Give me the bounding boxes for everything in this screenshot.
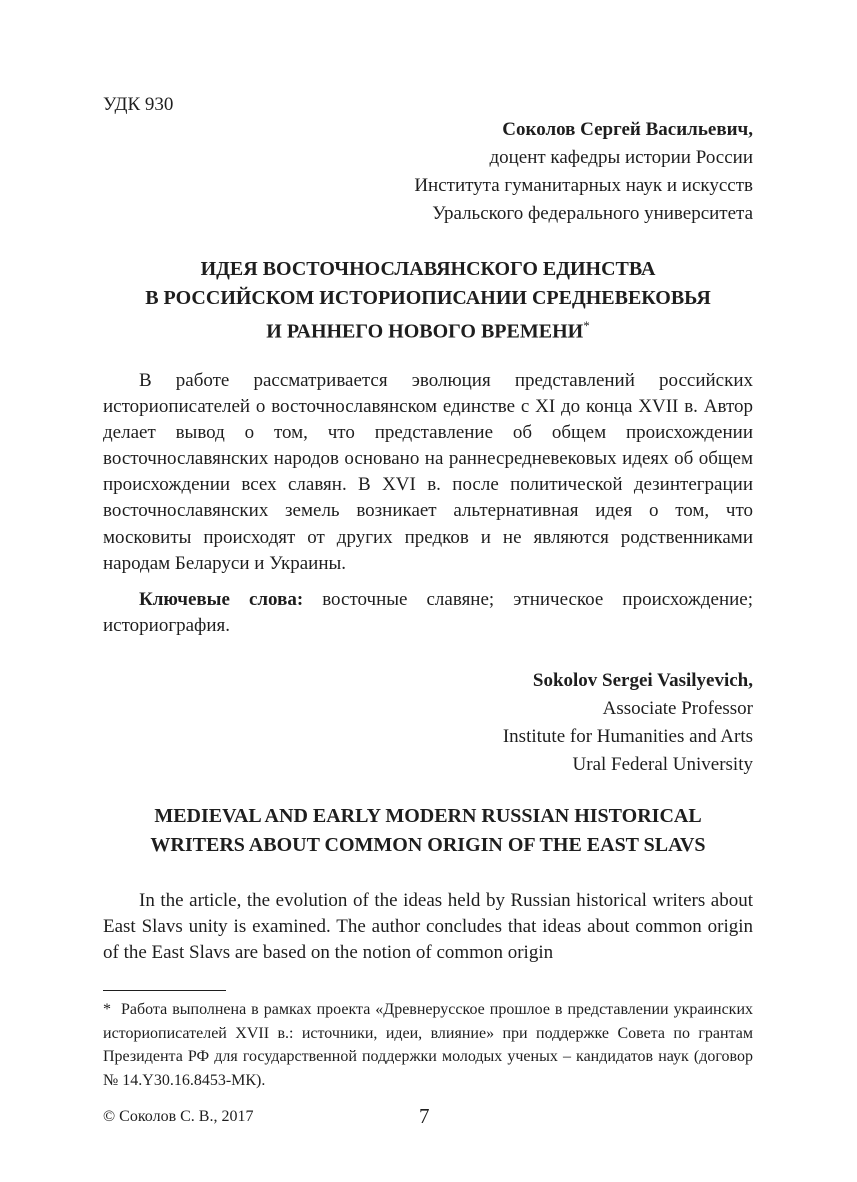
udk-code: УДК 930 — [103, 94, 174, 115]
title-ru-line2: В РОССИЙСКОМ ИСТОРИОПИСАНИИ СРЕДНЕВЕКОВЬЯ — [145, 286, 711, 309]
author-block-en — [103, 667, 753, 779]
author-block-ru — [103, 116, 753, 228]
footnote-text: Работа выполнена в рамках проекта «Древнерусское прошлое в представлении украинских историописателей XVII в.: источники, идеи, влияние» при поддержке Совета по грантам Президента РФ для государственной поддержки молодых ученых – кандидатов наук (договор № 14.Y30.16.8453-МК). — [103, 1001, 754, 1089]
abstract-ru: В работе рассматривается эволюция представлений российских историописателей о восточнославянском единстве с XI до конца XVII в. Автор делает вывод о том, что представление об общем происхождении восточнославянских народов основано на раннесредневековых идеях об общем происхождении всех славян. В XVI в. после политической дезинтеграции восточнославянских земель возникает альтернативная идея о том, что московиты происходят от других предков и не являются родственниками народам Беларуси и Украины. — [103, 370, 753, 574]
author-name-ru: Соколов Сергей Васильевич, — [502, 119, 753, 140]
footnote — [103, 998, 753, 1092]
author-position-ru: доцент кафедры истории России — [489, 147, 753, 168]
page-number: 7 — [419, 1104, 430, 1128]
title-en-line2: WRITERS ABOUT COMMON ORIGIN OF THE EAST SLAVS — [150, 833, 706, 856]
keywords-text-ru: восточные славяне; этническое происхождение; историография. — [103, 589, 753, 637]
title-ru-line1: ИДЕЯ ВОСТОЧНОСЛАВЯНСКОГО ЕДИНСТВА — [200, 258, 656, 280]
author-institute-ru: Института гуманитарных наук и искусств — [414, 175, 753, 196]
author-name-en: Sokolov Sergei Vasilyevich, — [532, 670, 753, 691]
article-title-ru — [103, 255, 753, 346]
author-university-ru: Уральского федерального университета — [432, 203, 753, 224]
footnote-mark: * — [103, 1001, 111, 1018]
article-title-en — [103, 802, 753, 859]
title-en-line1: MEDIEVAL AND EARLY MODERN RUSSIAN HISTORICAL — [154, 805, 702, 827]
author-institute-en: Institute for Humanities and Arts — [502, 726, 753, 747]
keywords-label-ru: Ключевые слова: — [139, 589, 304, 610]
author-position-en: Associate Professor — [602, 698, 753, 719]
keywords-ru — [103, 587, 753, 639]
footnote-divider — [103, 990, 226, 991]
copyright: © Соколов С. В., 2017 — [103, 1108, 254, 1125]
title-ru-line3: И РАННЕГО НОВОГО ВРЕМЕНИ* — [266, 318, 590, 343]
author-university-en: Ural Federal University — [572, 754, 753, 775]
abstract-en: In the article, the evolution of the ideas held by Russian historical writers about East Slavs unity is examined. The author concludes that ideas about common origin of the East Slavs are based on the notion of common origin — [103, 890, 753, 964]
title-footnote-mark: * — [583, 318, 590, 333]
